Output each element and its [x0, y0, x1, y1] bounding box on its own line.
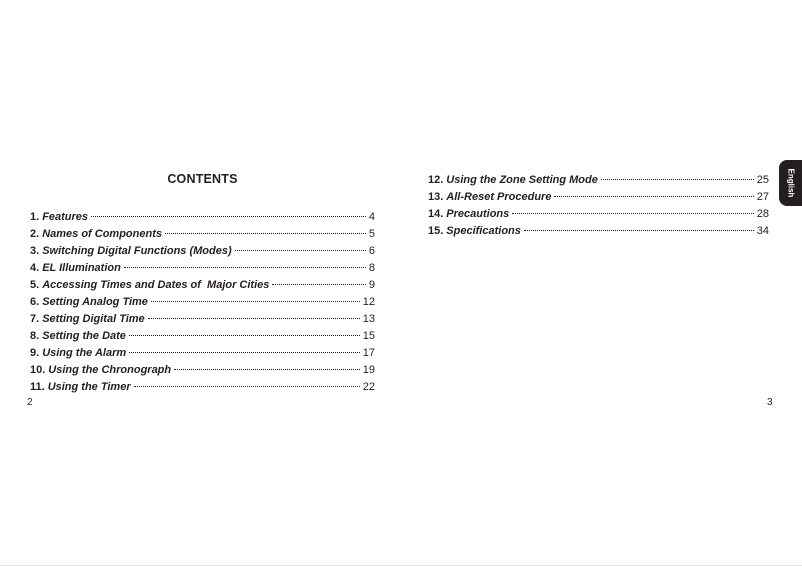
toc-entry-title: EL Illumination — [42, 262, 121, 274]
toc-entry — [428, 223, 769, 240]
dot-leader — [235, 250, 366, 251]
toc-entry — [428, 189, 769, 206]
toc-entry-number: 15. — [428, 225, 444, 237]
toc-entry-number: 11. — [30, 381, 45, 393]
toc-entry-title: Using the Chronograph — [48, 364, 172, 376]
toc-entry-page: 15 — [362, 330, 375, 342]
toc-entry-title: Features — [42, 211, 89, 223]
toc-entry — [30, 311, 375, 328]
toc-entry-page: 22 — [362, 381, 375, 393]
toc-entry-page: 34 — [756, 225, 769, 237]
toc-entry — [30, 362, 375, 379]
dot-leader — [129, 335, 360, 336]
dot-leader — [512, 213, 753, 214]
dot-leader — [134, 386, 360, 387]
toc-entry-number: 9. — [30, 347, 40, 359]
toc-entry-page: 17 — [362, 347, 375, 359]
toc-entry-page: 28 — [756, 208, 769, 220]
dot-leader — [129, 352, 360, 353]
toc-entry — [30, 243, 375, 260]
toc-entry-number: 1. — [30, 211, 40, 223]
dot-leader — [151, 301, 360, 302]
toc-entry — [30, 226, 375, 243]
dot-leader — [91, 216, 366, 217]
toc-entry-number: 13. — [428, 191, 444, 203]
toc-entry-page: 12 — [362, 296, 375, 308]
toc-entry-title: All-Reset Procedure — [446, 191, 552, 203]
toc-entry-page: 9 — [368, 279, 375, 291]
dot-leader — [554, 196, 753, 197]
toc-entry-number: 10. — [30, 364, 46, 376]
language-tab — [779, 160, 802, 206]
toc-entry-title: Names of Components — [42, 228, 162, 240]
page-title: CONTENTS — [167, 172, 238, 186]
toc-list-right — [428, 172, 769, 240]
toc-entry-page: 13 — [362, 313, 375, 325]
toc-entry-number: 4. — [30, 262, 40, 274]
toc-entry-title: Precautions — [446, 208, 510, 220]
dot-leader — [124, 267, 366, 268]
toc-entry-number: 12. — [428, 174, 444, 186]
toc-entry-number: 6. — [30, 296, 40, 308]
toc-entry-title: Accessing Times and Dates of Major Cities — [42, 279, 270, 291]
toc-entry-number: 8. — [30, 330, 40, 342]
toc-entry-title: Setting the Date — [42, 330, 126, 342]
toc-entry-title: Setting Digital Time — [42, 313, 145, 325]
page-number-right: 3 — [767, 397, 773, 408]
toc-list-left — [30, 209, 375, 396]
page-number-left: 2 — [27, 397, 33, 408]
toc-entry-number: 3. — [30, 245, 40, 257]
toc-entry-page: 25 — [756, 174, 769, 186]
toc-entry-page: 8 — [368, 262, 375, 274]
dot-leader — [272, 284, 365, 285]
toc-entry-title: Using the Timer — [47, 381, 131, 393]
toc-entry-page: 4 — [368, 211, 375, 223]
toc-entry — [428, 172, 769, 189]
toc-entry — [30, 260, 375, 277]
toc-entry-number: 7. — [30, 313, 40, 325]
toc-entry-title: Specifications — [446, 225, 521, 237]
toc-entry-number: 5. — [30, 279, 40, 291]
toc-entry-page: 6 — [368, 245, 375, 257]
toc-entry — [30, 379, 375, 396]
toc-entry-number: 2. — [30, 228, 40, 240]
toc-entry — [30, 209, 375, 226]
toc-entry-page: 27 — [756, 191, 769, 203]
toc-entry — [30, 294, 375, 311]
dot-leader — [524, 230, 754, 231]
dot-leader — [174, 369, 360, 370]
toc-entry — [30, 277, 375, 294]
language-tab-label: English — [786, 168, 795, 198]
toc-entry — [428, 206, 769, 223]
dot-leader — [148, 318, 360, 319]
bottom-edge-rule — [0, 565, 802, 566]
toc-entry-title: Switching Digital Functions (Modes) — [42, 245, 232, 257]
dot-leader — [165, 233, 366, 234]
toc-entry-title: Setting Analog Time — [42, 296, 148, 308]
toc-entry — [30, 345, 375, 362]
toc-entry-title: Using the Alarm — [42, 347, 127, 359]
toc-entry-page: 5 — [368, 228, 375, 240]
toc-entry-number: 14. — [428, 208, 444, 220]
toc-entry-page: 19 — [362, 364, 375, 376]
toc-entry-title: Using the Zone Setting Mode — [446, 174, 598, 186]
dot-leader — [601, 179, 754, 180]
toc-entry — [30, 328, 375, 345]
